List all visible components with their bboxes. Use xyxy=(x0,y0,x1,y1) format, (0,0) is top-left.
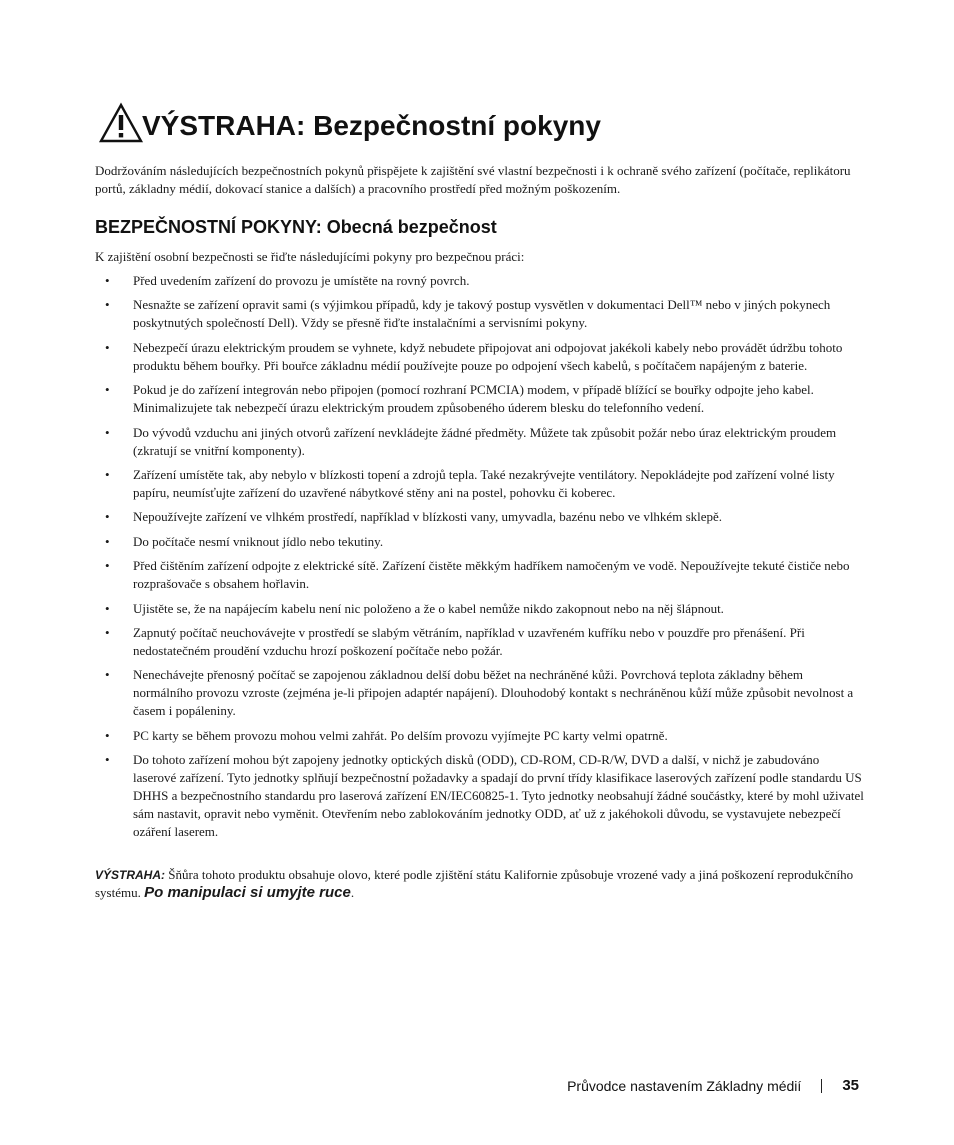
bullet-marker: • xyxy=(105,382,110,398)
list-item xyxy=(95,624,865,660)
bullet-marker: • xyxy=(105,600,110,616)
footer-title: Průvodce nastavením Základny médií xyxy=(567,1077,802,1094)
list-item-text: Pokud je do zařízení integrován nebo připojen (pomocí rozhraní PCMCIA) modem, v případě blížící se bouřky odpojte jeho kabel. Minimalizujete tak nebezpečí úrazu elektrickým proudem způsobeného úderem blesku do telefonního vedení. xyxy=(133,382,814,416)
warning-note-end: . xyxy=(350,885,355,900)
list-item-text: Nenechávejte přenosný počítač se zapojenou základnou delší dobu běžet na nechráněné kůži. Povrchová teplota základny během normálního provozu vzroste (zejména je-li připojen adaptér napájení). Dlouhodobý kontakt s nechráněnou kůží může způsobit nevolnost a časem i popáleniny. xyxy=(133,667,854,719)
safety-bullet-list xyxy=(95,272,865,847)
warning-note xyxy=(95,866,865,902)
bullet-marker: • xyxy=(105,624,110,640)
bullet-marker: • xyxy=(105,667,110,683)
list-item-text: Do počítače nesmí vniknout jídlo nebo tekutiny. xyxy=(133,533,384,549)
bullet-marker: • xyxy=(105,558,110,574)
warning-note-text: Šňůra tohoto produktu obsahuje olovo, které podle zjištění státu Kalifornie způsobuje vrozené vady a jiná poškození reprodukčního systému. xyxy=(95,867,854,900)
list-item-text: Nepoužívejte zařízení ve vlhkém prostředí, například v blízkosti vany, umyvadla, bazénu nebo ve vlhkém sklepě. xyxy=(133,509,723,525)
list-item-text: PC karty se během provozu mohou velmi zahřát. Po delším provozu vyjímejte PC karty velmi opatrně. xyxy=(133,727,668,743)
bullet-marker: • xyxy=(105,424,110,440)
warning-note-label: VÝSTRAHA: xyxy=(95,868,166,882)
list-item xyxy=(95,296,865,332)
list-item xyxy=(95,557,865,593)
list-item xyxy=(95,339,865,375)
bullet-marker: • xyxy=(105,466,110,482)
list-item-text: Nesnažte se zařízení opravit sami (s výjimkou případů, kdy je takový postup vysvětlen v dokumentaci Dell™ nebo v jiných pokynech poskytnutých společností Dell). Vždy se přesně řiďte instalačními a servisními pokyny. xyxy=(133,297,831,331)
intro-paragraph: Dodržováním následujících bezpečnostních pokynů přispějete k zajištění své vlastní bezpečnosti i k ochraně svého zařízení (počítače, replikátoru portů, základny médií, dokovací stanice a dalších) a pracovního prostředí před možným poškozením. xyxy=(95,163,851,196)
list-item xyxy=(95,272,865,290)
section-heading: BEZPEČNOSTNÍ POKYNY: Obecná bezpečnost xyxy=(95,217,497,237)
section-lead: K zajištění osobní bezpečnosti se řiďte následujícími pokyny pro bezpečnou práci: xyxy=(95,249,525,264)
list-item-text: Zařízení umístěte tak, aby nebylo v blízkosti topení a zdrojů tepla. Také nezakrývejte ventilátory. Nepokládejte pod zařízení volné listy papíru, neumísťujte zařízení do uzavřené nábytkové stěny ani na postel, pohovku či koberec. xyxy=(133,466,835,500)
warning-note-emphasis: Po manipulaci si umyjte ruce xyxy=(144,884,351,901)
page-footer xyxy=(567,1077,859,1094)
list-item xyxy=(95,424,865,460)
bullet-marker: • xyxy=(105,533,110,549)
list-item-text: Před čištěním zařízení odpojte z elektrické sítě. Zařízení čistěte měkkým hadříkem namočeným ve vodě. Nepoužívejte tekuté čističe nebo rozprašovače s obsahem hořlavin. xyxy=(133,558,850,592)
list-item xyxy=(95,666,865,720)
bullet-marker: • xyxy=(105,509,110,525)
list-item xyxy=(95,466,865,502)
page-number: 35 xyxy=(842,1077,859,1094)
list-item xyxy=(95,508,865,526)
list-item-text: Do vývodů vzduchu ani jiných otvorů zařízení nevkládejte žádné předměty. Můžete tak způsobit požár nebo úraz elektrickým proudem (zkratují se vnitřní komponenty). xyxy=(133,424,837,458)
list-item xyxy=(95,751,865,841)
footer-divider xyxy=(821,1079,822,1093)
bullet-marker: • xyxy=(105,727,110,743)
bullet-marker: • xyxy=(105,752,110,768)
bullet-marker: • xyxy=(105,273,110,288)
list-item-text: Před uvedením zařízení do provozu je umístěte na rovný povrch. xyxy=(133,273,470,288)
page-title-text: VÝSTRAHA: Bezpečnostní pokyny xyxy=(142,110,601,141)
page-title xyxy=(98,108,601,144)
list-item xyxy=(95,600,865,618)
list-item xyxy=(95,727,865,745)
list-item xyxy=(95,533,865,551)
warning-triangle-icon xyxy=(98,102,144,144)
bullet-marker: • xyxy=(105,297,110,313)
list-item-text: Do tohoto zařízení mohou být zapojeny jednotky optických disků (ODD), CD-ROM, CD-R/W, DVD a další, v nichž je zabudováno laserové zařízení. Tyto jednotky splňují bezpečnostní požadavky a spadají do první třídy klasifikace laserových zařízení podle standardu US DHHS a bezpečnostního standardu pro laserová zařízení EN/IEC60825-1. Tyto jednotky neobsahují žádné součástky, které by mohl uživatel sám nastavit, opravit nebo vyměnit. Otevřením nebo zablokováním jednotky ODD, ať už z jakéhokoli důvodu, se vystavujete nebezpečí ozáření laserem. xyxy=(133,752,864,840)
list-item-text: Zapnutý počítač neuchovávejte v prostředí se slabým větráním, například v uzavřeném kufříku nebo v pouzdře pro přenášení. Při nedostatečném proudění vzduchu hrozí poškození počítače nebo požár. xyxy=(133,624,805,658)
bullet-marker: • xyxy=(105,339,110,355)
list-item-text: Ujistěte se, že na napájecím kabelu není nic položeno a že o kabel nemůže nikdo zakopnout nebo na něj šlápnout. xyxy=(133,600,724,616)
list-item-text: Nebezpečí úrazu elektrickým proudem se vyhnete, když nebudete připojovat ani odpojovat jakékoli kabely nebo provádět údržbu tohoto produktu během bouřky. Při bouřce základnu médií používejte pouze po odpojení všech kabelů, s počítačem napájeným z baterie. xyxy=(133,339,843,373)
list-item xyxy=(95,381,865,417)
